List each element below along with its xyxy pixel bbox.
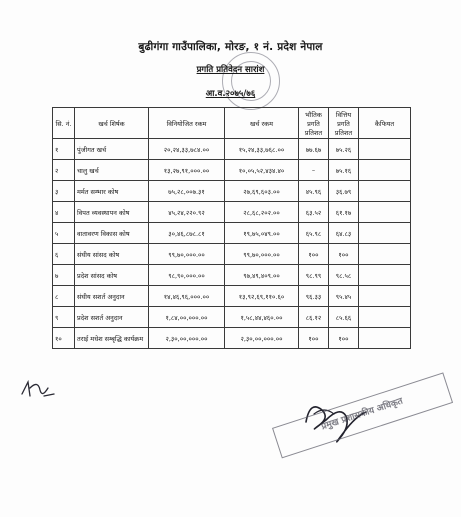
cell-sn: ५ xyxy=(53,223,75,244)
cell-budget: ३०,४६,८७८.८१ xyxy=(149,223,225,244)
cell-budget: १,८४,००,०००.०० xyxy=(149,307,225,328)
cell-physical: ९८.९९ xyxy=(299,265,329,286)
cell-remarks xyxy=(359,160,411,181)
cell-financial: ६१.१७ xyxy=(329,202,359,223)
header-title: खर्च शिर्षक xyxy=(75,108,149,139)
cell-expense: २,३०,००,०००.०० xyxy=(225,328,299,349)
cell-sn: १० xyxy=(53,328,75,349)
cell-expense: ९९,७०,०००.०० xyxy=(225,244,299,265)
cell-title: प्रदेश सशर्त अनुदान xyxy=(75,307,149,328)
cell-physical: ८६.१२ xyxy=(299,307,329,328)
cell-expense: २७,६९,६०३.०० xyxy=(225,181,299,202)
table-row xyxy=(53,286,411,307)
cell-physical: १०० xyxy=(299,244,329,265)
table-header-row xyxy=(53,108,411,139)
cell-financial: ९५.४५ xyxy=(329,286,359,307)
cell-physical: ४५.९६ xyxy=(299,181,329,202)
cell-expense: १५,२४,३३,७६८.०० xyxy=(225,139,299,160)
cell-expense: ९७,४९,४०९.०० xyxy=(225,265,299,286)
cell-title: वातावरण विकास कोष xyxy=(75,223,149,244)
cell-financial: १०० xyxy=(329,328,359,349)
cell-title: पुंजीगत खर्च xyxy=(75,139,149,160)
cell-physical: ६३.५२ xyxy=(299,202,329,223)
table-row xyxy=(53,139,411,160)
cell-sn: १ xyxy=(53,139,75,160)
cell-title: संघीय सांसद कोष xyxy=(75,244,149,265)
table-row xyxy=(53,307,411,328)
cell-budget: ९९,७०,०००.०० xyxy=(149,244,225,265)
cell-remarks xyxy=(359,244,411,265)
cell-budget: ७५,२८,००७.३१ xyxy=(149,181,225,202)
cell-title: मर्मत सम्भार कोष xyxy=(75,181,149,202)
cell-budget: ९८,९०,०००.०० xyxy=(149,265,225,286)
header-sn: सि. नं. xyxy=(53,108,75,139)
cell-remarks xyxy=(359,286,411,307)
table-row xyxy=(53,223,411,244)
header-expense: खर्च रकम xyxy=(225,108,299,139)
cell-sn: ३ xyxy=(53,181,75,202)
header-physical: भौतिक प्रगति प्रतिशत xyxy=(299,108,329,139)
cell-title: संघीय सशर्त अनुदान xyxy=(75,286,149,307)
cell-financial: १०० xyxy=(329,244,359,265)
cell-budget: १३,२७,९१,०००.०० xyxy=(149,160,225,181)
cell-physical: ६५.९८ xyxy=(299,223,329,244)
initials-signature xyxy=(18,376,58,402)
cell-financial: ९८.५८ xyxy=(329,265,359,286)
cell-title: चालु खर्च xyxy=(75,160,149,181)
header-remarks: कैफियत xyxy=(359,108,411,139)
cell-sn: २ xyxy=(53,160,75,181)
cell-remarks xyxy=(359,328,411,349)
cell-financial: ३६.७९ xyxy=(329,181,359,202)
cell-sn: ४ xyxy=(53,202,75,223)
cell-sn: ६ xyxy=(53,244,75,265)
fiscal-year: आ.व.२०७५/७६ xyxy=(205,89,256,99)
cell-financial: ७५.१६ xyxy=(329,160,359,181)
cell-sn: ९ xyxy=(53,307,75,328)
table-row xyxy=(53,328,411,349)
table-row xyxy=(53,181,411,202)
cell-physical: ९६.३३ xyxy=(299,286,329,307)
header-budget: विनियोजित रकम xyxy=(149,108,225,139)
cell-physical: – xyxy=(299,160,329,181)
cell-expense: १०,०५,५२,४३४.४० xyxy=(225,160,299,181)
table-row xyxy=(53,265,411,286)
office-seal xyxy=(222,52,280,110)
cell-financial: ८५.६६ xyxy=(329,307,359,328)
cell-budget: ४५,२४,२२०.९२ xyxy=(149,202,225,223)
cell-remarks xyxy=(359,181,411,202)
cell-remarks xyxy=(359,223,411,244)
cell-budget: २,३०,००,०००.०० xyxy=(149,328,225,349)
cell-financial: ६४.८३ xyxy=(329,223,359,244)
progress-table xyxy=(52,107,411,349)
cell-expense: १३,९२,६९,११०.६० xyxy=(225,286,299,307)
cell-title: विपत व्यवस्थापन कोष xyxy=(75,202,149,223)
cell-title: प्रदेश सांसद कोष xyxy=(75,265,149,286)
cell-financial: ७५.२६ xyxy=(329,139,359,160)
cell-expense: १,५८,४४,४६०.०० xyxy=(225,307,299,328)
table-row xyxy=(53,202,411,223)
cell-sn: ७ xyxy=(53,265,75,286)
cell-title: तराई मधेश सम्बृद्धि कार्यक्रम xyxy=(75,328,149,349)
table-row xyxy=(53,160,411,181)
report-subtitle: प्रगति प्रतिवेदन सारांश xyxy=(196,65,265,75)
cell-expense: २८,६८,२०२.०० xyxy=(225,202,299,223)
cell-remarks xyxy=(359,307,411,328)
cell-budget: २०,२४,३३,७८४.०० xyxy=(149,139,225,160)
cell-physical: ७७.६७ xyxy=(299,139,329,160)
designation-stamp: प्रमुख प्रशासकीय अधिकृत xyxy=(272,372,453,458)
cell-expense: १९,७५,०४९.०० xyxy=(225,223,299,244)
office-title: बुढीगंगा गाउँपालिका, मोरङ, १ नं. प्रदेश नेपाल xyxy=(138,41,323,53)
cell-remarks xyxy=(359,265,411,286)
cell-remarks xyxy=(359,202,411,223)
cell-sn: ८ xyxy=(53,286,75,307)
cell-physical: १०० xyxy=(299,328,329,349)
cell-remarks xyxy=(359,139,411,160)
table-row xyxy=(53,244,411,265)
cell-budget: १४,४६,९६,०००.०० xyxy=(149,286,225,307)
header-financial: वित्तिय प्रगति प्रतिशत xyxy=(329,108,359,139)
